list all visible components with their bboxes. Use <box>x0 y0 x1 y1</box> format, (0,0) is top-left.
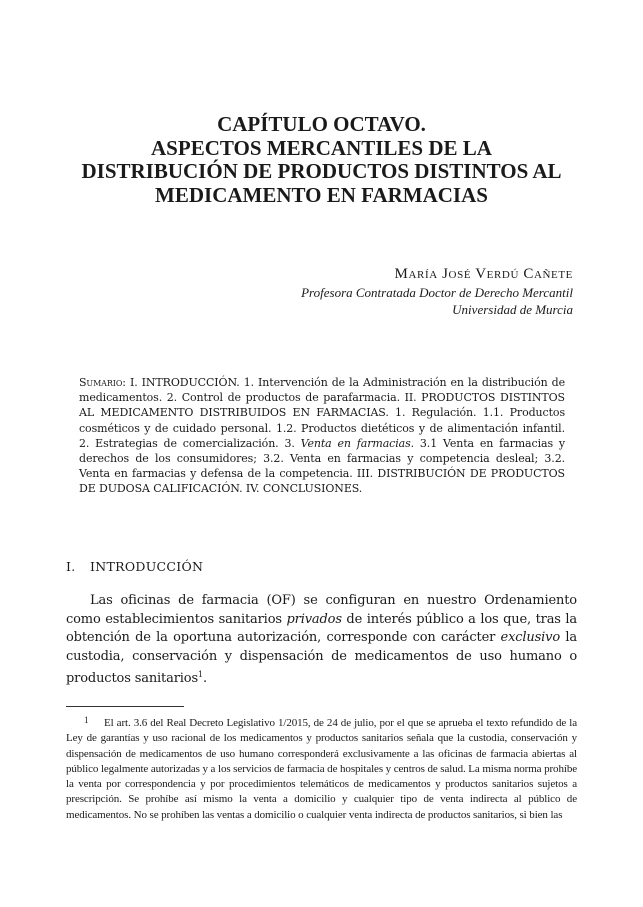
chapter-title-line: MEDICAMENTO EN FARMACIAS <box>155 182 488 207</box>
chapter-title <box>40 113 603 207</box>
section-heading <box>66 559 203 574</box>
footnote-text: El art. 3.6 del Real Decreto Legislativo 1/2015, de 24 de julio, por el que se aprueba el texto refundido de la Ley de garantías y uso racional de los medicamentos y productos sanitarios señala que la custodia, conservación y dispensación de medicamentos de uso humano corresponderá exclusivamente a las oficinas de farmacia abiertas al público legalmente autorizadas y a los servicios de farmacia de hospitales y centros de salud. La misma norma prohíbe la venta por correspondencia y por procedimientos telemáticos de medicamentos y productos sanitarios sujetos a prescripción. Se prohíbe así mismo la venta a domicilio y cualquier tipo de venta indirecta al público de medicamentos. No se prohíben las ventas a domicilio o cualquier venta indirecta de productos sanitarios, si bien las <box>66 717 577 821</box>
chapter-title-line: CAPÍTULO OCTAVO. <box>217 112 426 136</box>
paragraph-text: de interés público a los que, tras la obtención de la oportuna autorización, corresponde con carácter <box>66 611 577 645</box>
author-position: Profesora Contratada Doctor de Derecho Mercantil <box>301 285 573 300</box>
footnote-paragraph <box>66 713 577 823</box>
paragraph <box>66 592 577 689</box>
summary-italic: Venta en farmacias <box>300 436 411 450</box>
author-institution: Universidad de Murcia <box>452 302 573 317</box>
paragraph-italic: privados <box>286 611 342 627</box>
footnote-divider <box>66 706 184 707</box>
section-number: I. <box>66 559 76 574</box>
body-text <box>66 592 577 689</box>
chapter-title-line: ASPECTOS MERCANTILES DE LA <box>151 135 492 160</box>
summary-text: I. INTRODUCCIÓN. 1. Intervención de la Administración en la distribución de medicamentos. 2. Control de productos de parafarmacia. II. PRODUCTOS DISTINTOS AL MEDICAMENTO DISTRIBUIDOS EN FARMACIAS. 1. Regulación. 1.1. Productos cosméticos y de cuidado personal. 1.2. Productos dietéticos y de alimentación infantil. 2. Estrategias de comercialización. 3. <box>79 376 565 450</box>
section-title: INTRODUCCIÓN <box>90 559 204 574</box>
paragraph-text: . <box>202 671 207 686</box>
paragraph-italic: exclusivo <box>500 630 561 645</box>
paragraph-text: Las oficinas de farmacia (OF) se configuran en nuestro Ordenamiento como establecimientos sanitarios <box>66 593 577 627</box>
author-name: María José Verdú Cañete <box>394 266 573 282</box>
summary-label: Sumario: <box>79 376 126 389</box>
summary-text: . 3.1 Venta en farmacias y derechos de los consumidores; 3.2. Venta en farmacias y competencia desleal; 3.2. Venta en farmacias y defensa de la competencia. III. DISTRIBUCIÓN DE PRODUCTOS DE DUDOSA CALIFICACIÓN. IV. CONCLUSIONES. <box>79 436 565 496</box>
chapter-title-line: DISTRIBUCIÓN DE PRODUCTOS DISTINTOS AL <box>81 159 562 183</box>
paragraph-text: la custodia, conservación y dispensación de medicamentos de uso humano o productos sanitarios <box>66 630 578 686</box>
footnote-reference[interactable]: 1 <box>198 670 203 679</box>
footnote-number: 1 <box>84 715 89 725</box>
summary <box>79 375 565 497</box>
footnote <box>66 713 577 823</box>
